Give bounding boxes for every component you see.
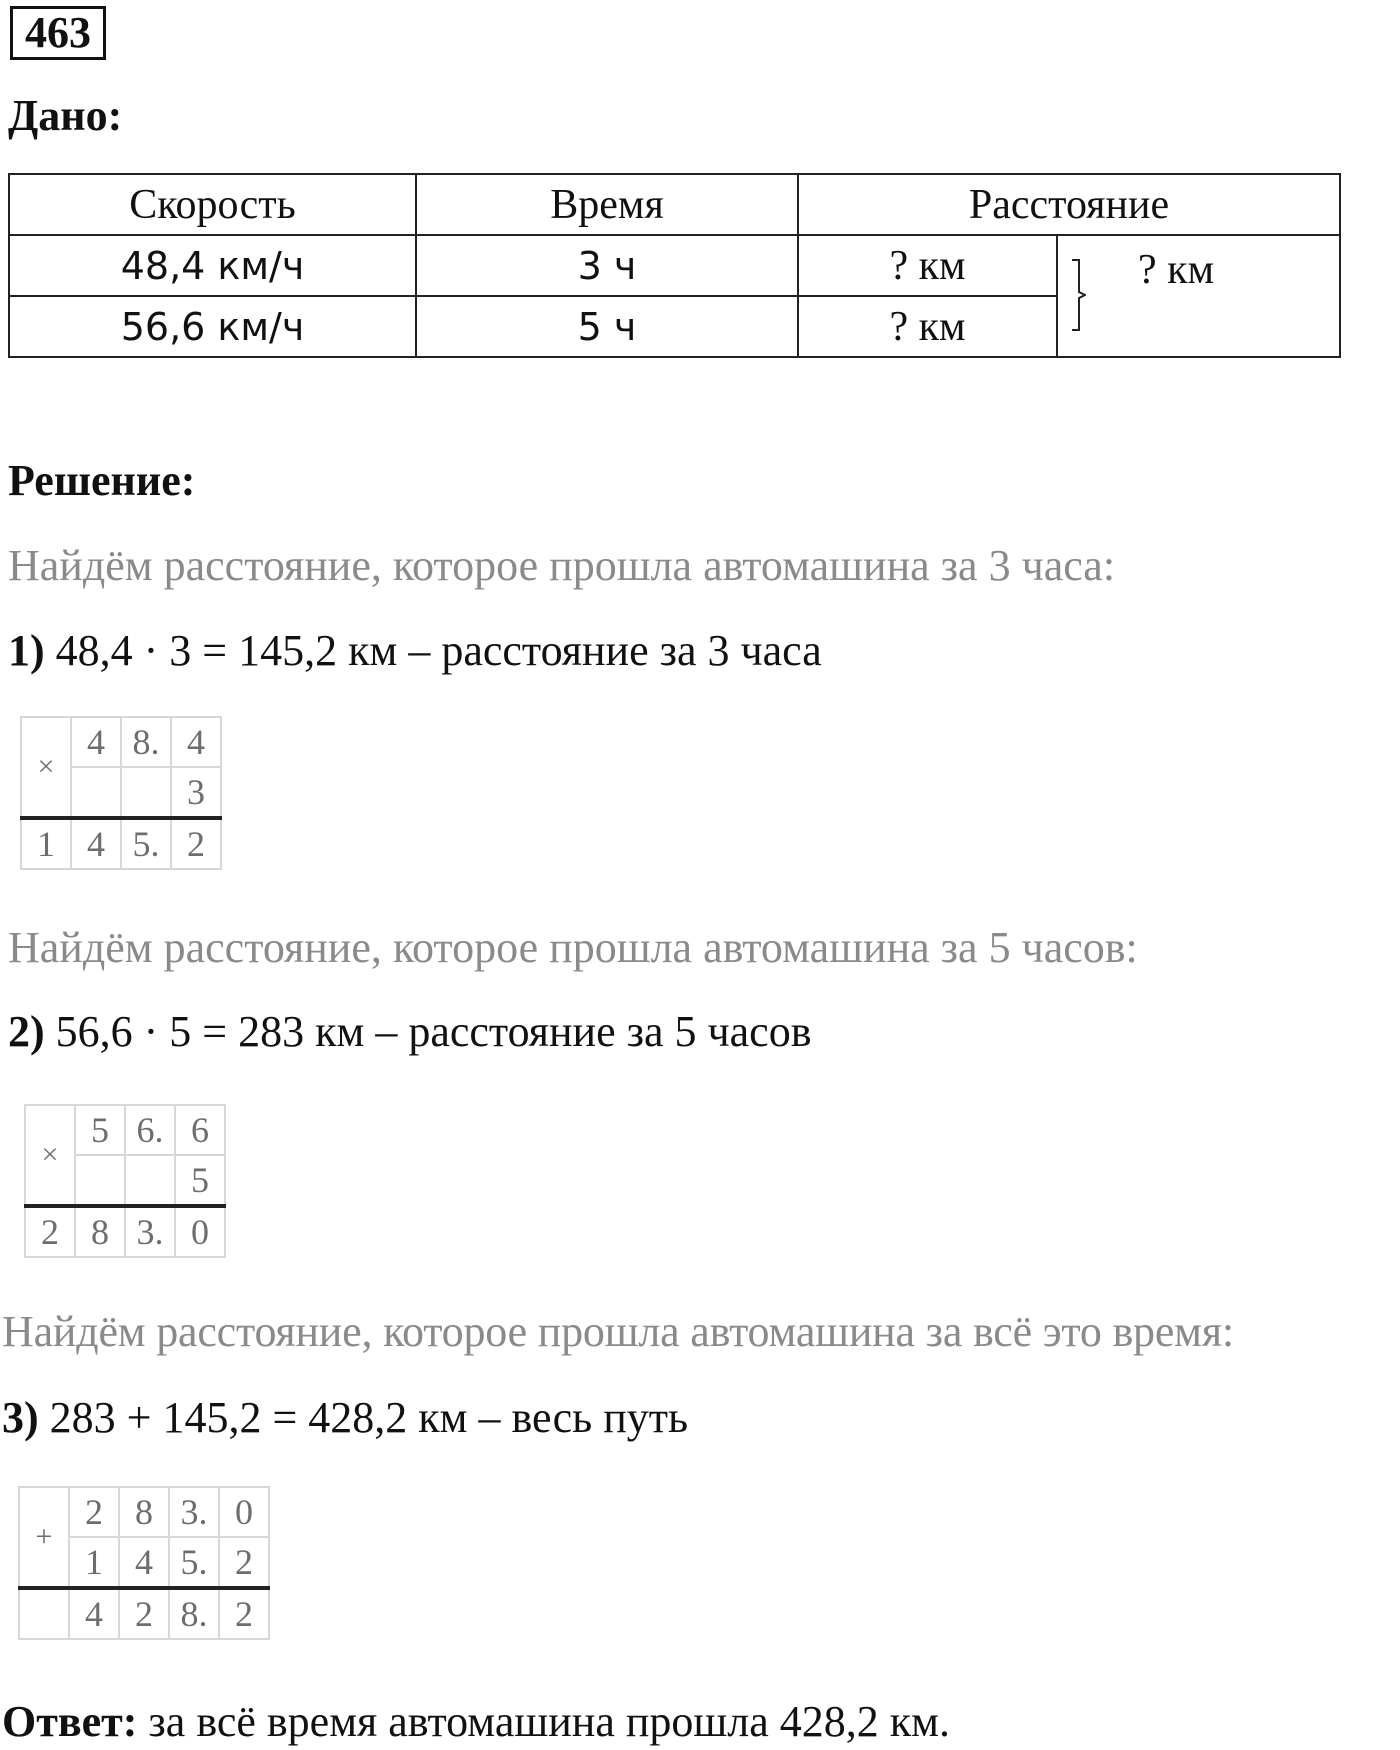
step-1-label: 1): [8, 626, 45, 675]
solution-heading: Решение:: [8, 456, 196, 505]
step-3-label: 3): [2, 1393, 39, 1442]
given-header-row: [9, 174, 1340, 235]
time-cell: 5 ч: [416, 296, 798, 357]
distance-cell: ? км: [798, 235, 1057, 296]
header-speed: Скорость: [9, 174, 416, 235]
result-digit-cell: 4: [71, 818, 121, 869]
digit-cell: 3: [171, 767, 221, 818]
digit-cell: 1: [69, 1537, 119, 1588]
result-digit-cell: 0: [175, 1206, 225, 1257]
given-table: [8, 173, 1341, 358]
step-2-label: 2): [8, 1007, 45, 1056]
distance-cell: ? км: [798, 296, 1057, 357]
brace-icon: [1070, 258, 1086, 332]
result-digit-cell: 5.: [121, 818, 171, 869]
given-row: [9, 235, 1340, 296]
operator-sign: +: [19, 1487, 69, 1588]
digit-cell: 8: [119, 1487, 169, 1537]
result-digit-cell: 8.: [169, 1588, 219, 1639]
given-heading: Дано:: [8, 91, 123, 140]
column-multiplication-1: [20, 716, 222, 870]
problem-number: 463: [10, 6, 106, 60]
digit-cell: 5: [175, 1155, 225, 1206]
speed-cell: 56,6 км/ч: [9, 296, 416, 357]
operator-sign: ×: [25, 1105, 75, 1206]
result-digit-cell: 2: [219, 1588, 269, 1639]
digit-cell: [125, 1155, 175, 1206]
step-1-intro: Найдём расстояние, которое прошла автомашина за 3 часа:: [8, 541, 1116, 590]
digit-cell: 6: [175, 1105, 225, 1155]
digit-cell: 2: [69, 1487, 119, 1537]
digit-cell: 4: [171, 717, 221, 767]
result-digit-cell: [19, 1588, 69, 1639]
total-distance: ? км: [1138, 247, 1215, 293]
digit-cell: [121, 767, 171, 818]
step-2-line: [8, 1006, 811, 1057]
result-digit-cell: 2: [119, 1588, 169, 1639]
result-digit-cell: 8: [75, 1206, 125, 1257]
result-digit-cell: 4: [69, 1588, 119, 1639]
speed-cell: 48,4 км/ч: [9, 235, 416, 296]
digit-cell: 4: [71, 717, 121, 767]
result-digit-cell: 3.: [125, 1206, 175, 1257]
result-digit-cell: 2: [171, 818, 221, 869]
step-1-expression: 48,4 · 3 = 145,2 км – расстояние за 3 часа: [55, 626, 822, 675]
step-1-line: [8, 625, 822, 676]
header-distance: Расстояние: [798, 174, 1340, 235]
digit-cell: 3.: [169, 1487, 219, 1537]
step-3-expression: 283 + 145,2 = 428,2 км – весь путь: [49, 1393, 689, 1442]
step-3-line: [2, 1392, 688, 1443]
operator-sign: ×: [21, 717, 71, 818]
result-digit-cell: 2: [25, 1206, 75, 1257]
total-cell: [1057, 235, 1340, 357]
result-digit-cell: 1: [21, 818, 71, 869]
answer-label: Ответ:: [2, 1697, 138, 1746]
digit-cell: 0: [219, 1487, 269, 1537]
digit-cell: 4: [119, 1537, 169, 1588]
answer-text: за всё время автомашина прошла 428,2 км.: [148, 1697, 951, 1746]
digit-cell: 2: [219, 1537, 269, 1588]
digit-cell: 6.: [125, 1105, 175, 1155]
time-cell: 3 ч: [416, 235, 798, 296]
step-3-intro: Найдём расстояние, которое прошла автомашина за всё это время:: [2, 1307, 1234, 1356]
digit-cell: [71, 767, 121, 818]
column-multiplication-2: [24, 1104, 226, 1258]
step-2-intro: Найдём расстояние, которое прошла автомашина за 5 часов:: [8, 923, 1138, 972]
digit-cell: 8.: [121, 717, 171, 767]
step-2-expression: 56,6 · 5 = 283 км – расстояние за 5 часов: [55, 1007, 812, 1056]
digit-cell: [75, 1155, 125, 1206]
header-time: Время: [416, 174, 798, 235]
digit-cell: 5: [75, 1105, 125, 1155]
answer-line: [2, 1696, 950, 1747]
digit-cell: 5.: [169, 1537, 219, 1588]
column-addition: [18, 1486, 270, 1640]
